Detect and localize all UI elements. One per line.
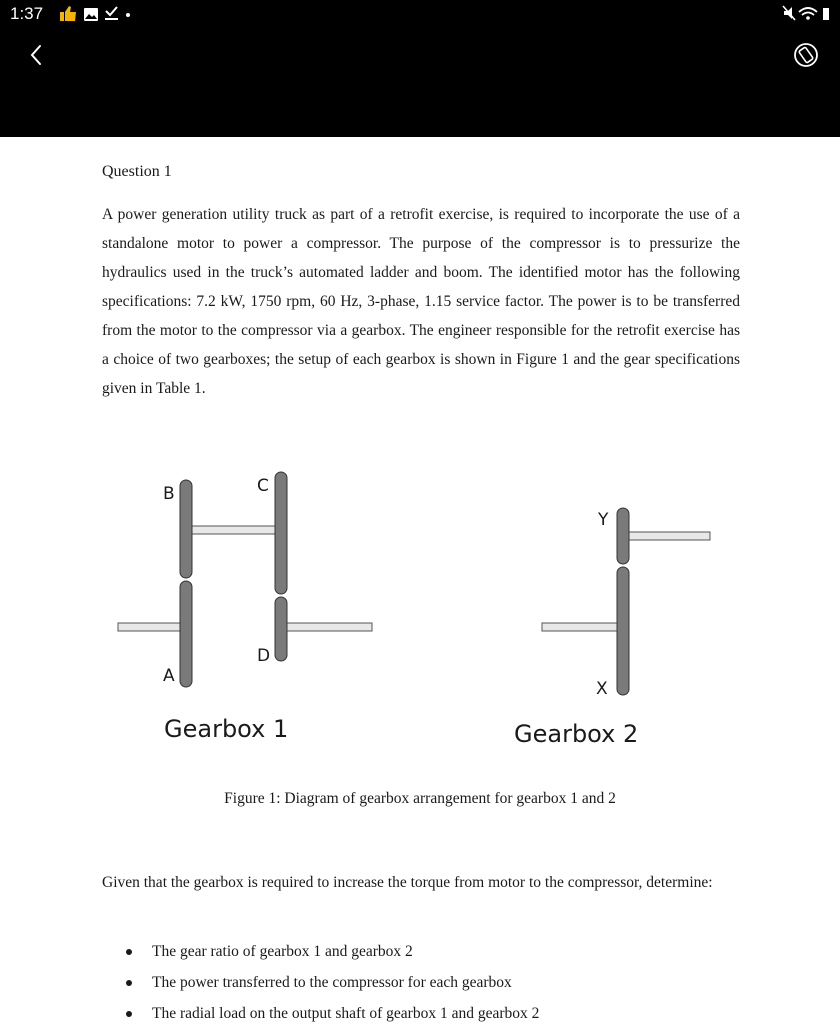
screen-rotate-icon — [790, 39, 822, 71]
bullet-icon — [126, 1011, 132, 1017]
gear-b — [180, 480, 192, 578]
figure-caption: Figure 1: Diagram of gearbox arrangement for gearbox 1 and 2 — [224, 790, 616, 807]
thumbs-up-icon — [60, 6, 76, 21]
mute-icon — [783, 6, 795, 20]
output-shaft-1 — [284, 623, 372, 631]
dot-icon — [126, 13, 130, 17]
list-item — [102, 971, 740, 1002]
gear-x — [617, 567, 629, 695]
gearbox-diagram — [0, 455, 840, 755]
download-check-icon — [105, 7, 118, 20]
notification-icons — [58, 3, 138, 30]
gearbox-2-title: Gearbox 2 — [514, 720, 639, 748]
list-item-text: The radial load on the output shaft of gearbox 1 and gearbox 2 — [152, 1005, 540, 1022]
bullet-icon — [126, 949, 132, 955]
output-shaft-2 — [628, 532, 710, 540]
list-item-text: The gear ratio of gearbox 1 and gearbox 2 — [152, 943, 413, 960]
top-bar — [0, 0, 840, 137]
label-a: A — [163, 666, 175, 686]
gearbox-2-diagram — [514, 508, 710, 748]
gearbox-1-title: Gearbox 1 — [164, 715, 289, 743]
back-button[interactable] — [22, 40, 50, 70]
intermediate-shaft — [192, 526, 276, 534]
gearbox-1-diagram — [118, 472, 372, 743]
input-shaft-2 — [542, 623, 618, 631]
gear-a — [180, 581, 192, 687]
system-status-icons — [782, 4, 832, 29]
image-icon — [84, 8, 98, 21]
battery-icon — [823, 8, 829, 20]
label-y: Y — [598, 510, 609, 530]
input-shaft-1 — [118, 623, 182, 631]
bullet-icon — [126, 980, 132, 986]
gear-c — [275, 472, 287, 594]
chevron-left-icon — [22, 40, 50, 70]
list-item — [102, 1002, 740, 1033]
label-d: D — [257, 646, 271, 666]
list-item-text: The power transferred to the compressor for each gearbox — [152, 974, 512, 991]
status-time: 1:37 — [10, 4, 44, 23]
given-text: Given that the gearbox is required to increase the torque from motor to the compressor, determine: — [102, 874, 713, 891]
label-x: X — [596, 679, 608, 699]
gear-d — [275, 597, 287, 661]
label-c: C — [257, 476, 269, 496]
task-list — [102, 940, 740, 1033]
list-item — [102, 940, 740, 971]
gear-y — [617, 508, 629, 564]
question-title: Question 1 — [102, 163, 172, 180]
rotate-screen-button[interactable] — [790, 39, 822, 71]
wifi-icon — [799, 8, 817, 20]
label-b: B — [163, 484, 175, 504]
question-paragraph: A power generation utility truck as part of a retrofit exercise, is required to incorporate the use of a standalone motor to power a compressor. The purpose of the compressor is to pressurize the hydraulics used in the truck’s automated ladder and boom. The identified motor has the following specifications: 7.2 kW, 1750 rpm, 60 Hz, 3-phase, 1.15 service factor. The power is to be transferred from the motor to the compressor via a gearbox. The engineer responsible for the retrofit exercise has a choice of two gearboxes; the setup of each gearbox is shown in Figure 1 and the gear specifications given in Table 1. — [102, 206, 740, 397]
